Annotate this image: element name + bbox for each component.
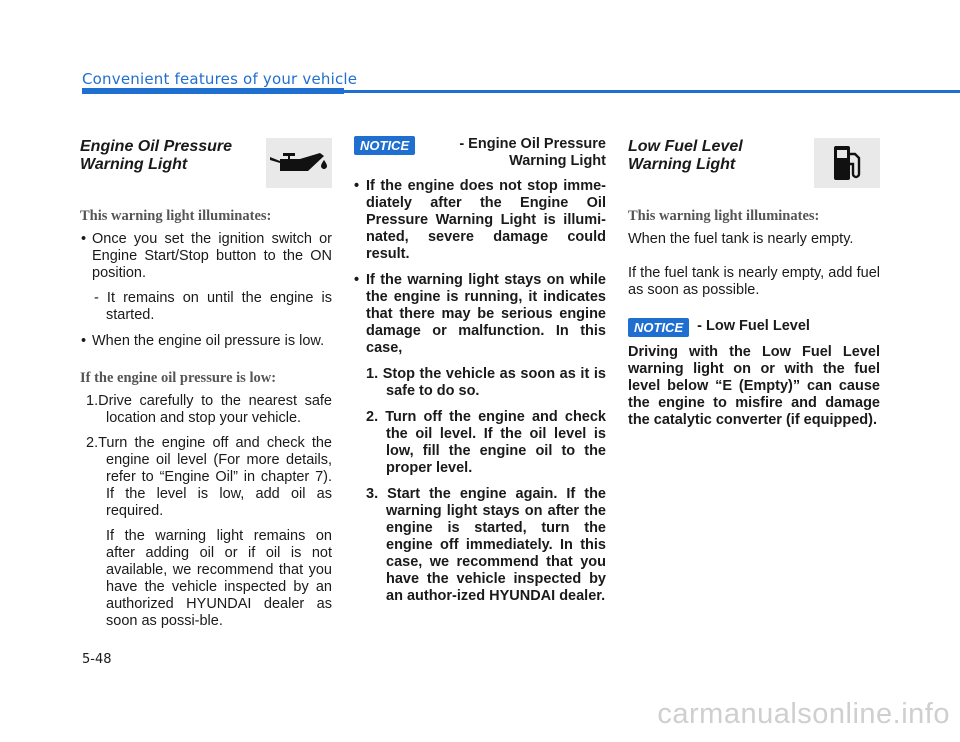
notice-badge: NOTICE — [354, 136, 415, 155]
column-oil-notice — [354, 136, 606, 605]
step-item: 1.Drive carefully to the nearest safe location and stop your vehicle. — [86, 393, 332, 426]
oil-pressure-icon-box — [266, 138, 332, 188]
step-item: 1. Stop the vehicle as soon as it is safe to do so. — [366, 366, 606, 399]
notice-title: - Engine Oil Pressure Warning Light — [459, 136, 606, 169]
fuel-pump-icon — [832, 144, 862, 182]
notice-header — [628, 318, 880, 337]
list-subitem: - It remains on until the engine is started. — [94, 290, 332, 323]
notice-header — [354, 136, 606, 170]
oil-can-icon — [268, 148, 330, 178]
list-item: • When the engine oil pressure is low. — [80, 333, 332, 350]
list-item: • If the engine does not stop imme-diately after the Engine Oil Pressure Warning Light is illumi-nated, severe damage could result. — [354, 178, 606, 263]
notice-title: - Low Fuel Level — [697, 318, 810, 334]
low-pressure-heading: If the engine oil pressure is low: — [80, 370, 277, 386]
section-header-title: Convenient features of your vehicle — [82, 70, 358, 88]
watermark: carmanualsonline.info — [657, 698, 950, 730]
header-rule-accent — [82, 88, 344, 94]
notice-body: Driving with the Low Fuel Level warning light on or with the fuel level below “E (Empty)” can cause the engine to misfire and damage the catalytic converter (if equipped). — [628, 344, 880, 428]
illuminates-text: When the fuel tank is nearly empty. — [628, 231, 854, 247]
page-number: 5-48 — [82, 652, 112, 667]
column-low-fuel — [628, 136, 880, 429]
section-title-engine-oil: Engine Oil Pressure Warning Light — [80, 138, 233, 173]
notice-badge: NOTICE — [628, 318, 689, 337]
column-engine-oil — [80, 136, 332, 630]
list-item: • Once you set the ignition switch or Engine Start/Stop button to the ON position. — [80, 231, 332, 282]
list-item: • If the warning light stays on while the engine is running, it indicates that there may be serious engine damage or malfunction. In this case, — [354, 272, 606, 357]
illuminates-heading: This warning light illuminates: — [628, 208, 820, 224]
illuminates-heading: This warning light illuminates: — [80, 208, 272, 224]
step-continuation: If the warning light remains on after adding oil or if oil is not available, we recommend that you have the vehicle inspected by an authorized HYUNDAI dealer as soon as possi-ble. — [106, 528, 332, 629]
step-item: 2. Turn off the engine and check the oil level. If the oil level is low, fill the engine oil to the proper level. — [366, 409, 606, 476]
step-item: 3. Start the engine again. If the warning light stays on after the engine is started, turn the engine off immediately. In this case, we recommend that you have the vehicle inspected by an author-ized HYUNDAI dealer. — [366, 486, 606, 604]
low-fuel-advice: If the fuel tank is nearly empty, add fuel as soon as possible. — [628, 265, 880, 298]
step-item: 2.Turn the engine off and check the engine oil level (For more details, refer to “Engine Oil” in chapter 7). If the level is low, add oil as required. — [86, 435, 332, 519]
fuel-icon-box — [814, 138, 880, 188]
section-title-low-fuel: Low Fuel Level Warning Light — [628, 138, 743, 173]
